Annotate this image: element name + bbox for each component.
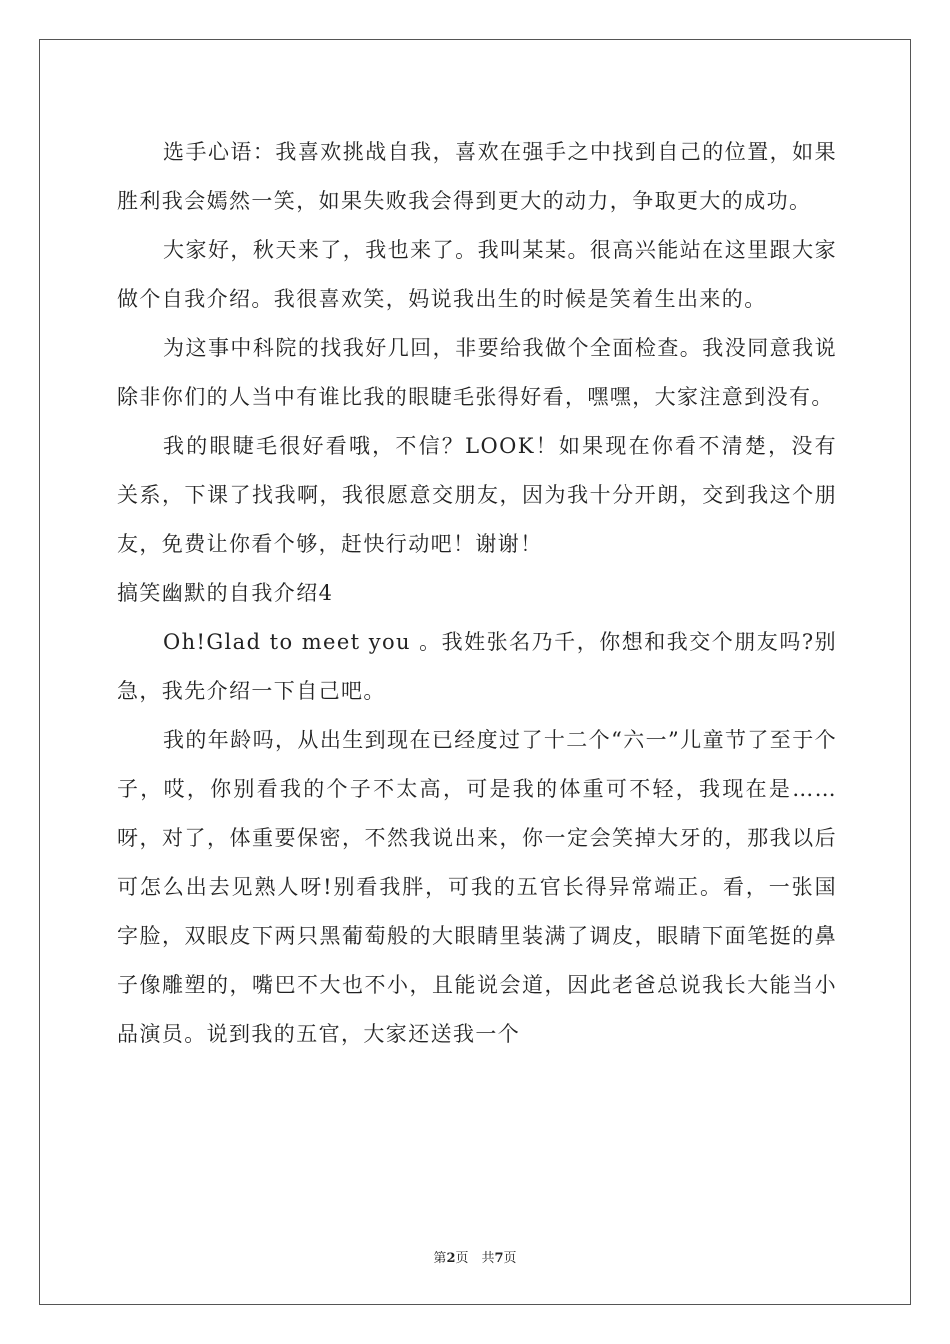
footer-prefix: 第 bbox=[433, 1251, 447, 1266]
section-heading: 搞笑幽默的自我介绍4 bbox=[117, 581, 334, 605]
footer-total-pages: 7 bbox=[494, 1251, 504, 1266]
paragraph: Oh!Glad to meet you 。我姓张名乃千，你想和我交个朋友吗?别急，我先介绍一下自己吧。 bbox=[117, 630, 837, 703]
footer-page-number: 2 bbox=[446, 1251, 456, 1266]
paragraph: 我的眼睫毛很好看哦，不信？LOOK！如果现在你看不清楚，没有关系，下课了找我啊，我很愿意交朋友，因为我十分开朗，交到我这个朋友，免费让你看个够，赶快行动吧！谢谢！ bbox=[117, 434, 837, 556]
paragraph: 大家好，秋天来了，我也来了。我叫某某。很高兴能站在这里跟大家做个自我介绍。我很喜欢笑，妈说我出生的时候是笑着生出来的。 bbox=[117, 238, 837, 311]
page-footer bbox=[0, 1247, 950, 1266]
paragraph: 选手心语：我喜欢挑战自我，喜欢在强手之中找到自己的位置，如果胜利我会嫣然一笑，如果失败我会得到更大的动力，争取更大的成功。 bbox=[117, 140, 837, 213]
paragraph: 我的年龄吗，从出生到现在已经度过了十二个“六一”儿童节了至于个子，哎，你别看我的个子不太高，可是我的体重可不轻，我现在是……呀，对了，体重要保密，不然我说出来，你一定会笑掉大牙的，那我以后可怎么出去见熟人呀!别看我胖，可我的五官长得异常端正。看，一张国字脸，双眼皮下两只黑葡萄般的大眼睛里装满了调皮，眼睛下面笔挺的鼻子像雕塑的，嘴巴不大也不小，且能说会道，因此老爸总说我长大能当小品演员。说到我的五官，大家还送我一个 bbox=[117, 728, 837, 1046]
paragraph: 为这事中科院的找我好几回，非要给我做个全面检查。我没同意我说除非你们的人当中有谁比我的眼睫毛张得好看，嘿嘿，大家注意到没有。 bbox=[117, 336, 837, 409]
footer-mid: 页 共 bbox=[455, 1251, 495, 1266]
footer-suffix: 页 bbox=[503, 1251, 517, 1266]
document-body bbox=[117, 128, 837, 1059]
